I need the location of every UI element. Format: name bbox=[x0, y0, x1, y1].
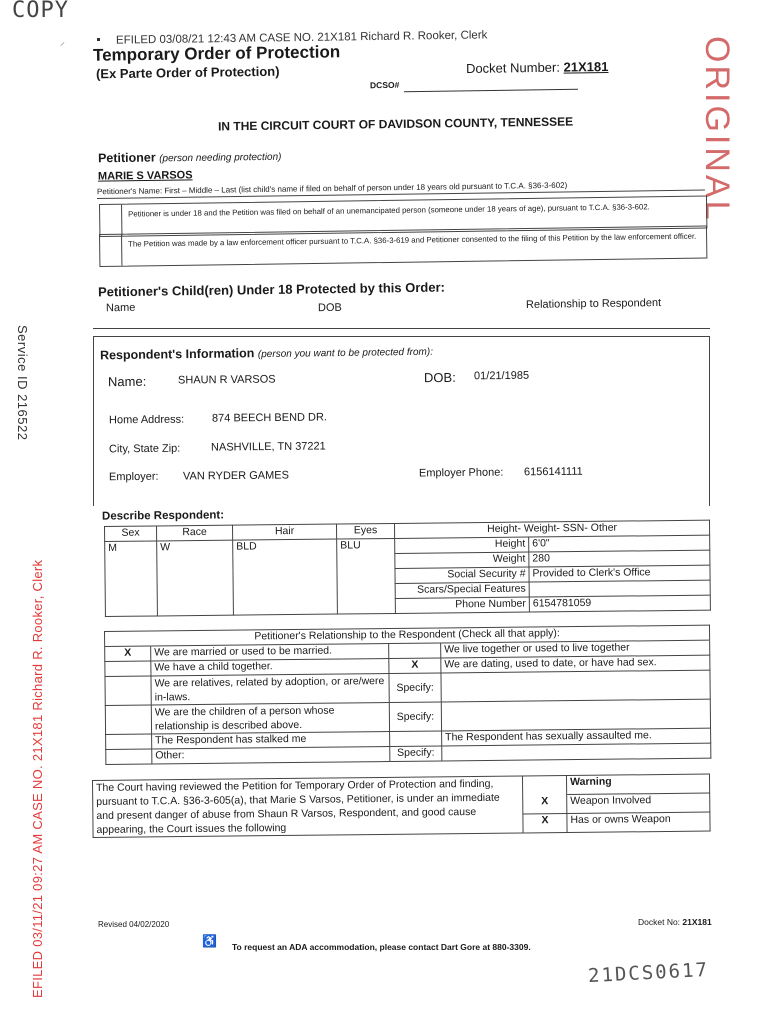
height-value: 6'0" bbox=[529, 535, 710, 552]
respondent-name: SHAUN R VARSOS bbox=[177, 373, 276, 387]
rel-check-live[interactable] bbox=[389, 643, 441, 659]
rel-check-relatives[interactable] bbox=[105, 676, 151, 705]
respondent-employer: VAN RYDER GAMES bbox=[182, 469, 290, 483]
warning-check-owns-weapon[interactable]: X bbox=[523, 814, 567, 833]
rel-check-stalked[interactable] bbox=[106, 734, 152, 749]
court-heading: IN THE CIRCUIT COURT OF DAVIDSON COUNTY, TENNESSEE bbox=[217, 114, 574, 134]
efiled-stamp: EFILED 03/08/21 12:43 AM CASE NO. 21X181 Richard R. Rooker, Clerk bbox=[115, 29, 488, 47]
copy-stamp: COPY bbox=[12, 0, 69, 23]
revised-date: Revised 04/02/2020 bbox=[98, 920, 170, 929]
petitioner-option-officer: The Petition was made by a law enforcement officer pursuant to T.C.A. §36-3-619 and Petitioner consented to the filing of this Petition by the law enforcement officer. bbox=[99, 226, 707, 267]
dcso-field[interactable] bbox=[404, 89, 578, 92]
rel-check-dating[interactable]: X bbox=[389, 658, 441, 674]
service-id: Service ID 216522 bbox=[15, 325, 30, 441]
rel-stalked: The Respondent has stalked me bbox=[152, 732, 390, 749]
header-eyes: Eyes bbox=[336, 523, 394, 539]
rel-specify-other-label: Specify: bbox=[390, 746, 442, 762]
children-divider bbox=[93, 328, 710, 334]
rel-specify-other[interactable] bbox=[442, 743, 711, 761]
respondent-name-label: Name: bbox=[107, 373, 147, 390]
address-label: Home Address: bbox=[108, 413, 185, 427]
ssn-value: Provided to Clerk's Office bbox=[529, 565, 710, 582]
warning-mark-blank bbox=[522, 776, 566, 795]
warning-check-weapon-involved[interactable]: X bbox=[523, 795, 567, 814]
describe-heading: Describe Respondent: bbox=[101, 509, 225, 523]
rel-relatives: We are relatives, related by adoption, or are/were in-laws. bbox=[151, 674, 389, 705]
phone-value: 6154781059 bbox=[529, 595, 710, 612]
children-heading: Petitioner's Child(ren) Under 18 Protected by this Order: bbox=[97, 279, 446, 300]
dcso-label: DCSO# bbox=[369, 79, 400, 91]
respondent-address: 874 BEECH BEND DR. bbox=[211, 411, 327, 425]
eyes-value: BLU bbox=[337, 538, 396, 614]
rel-assaulted: The Respondent has sexually assaulted me. bbox=[442, 728, 711, 746]
docket-number bbox=[466, 59, 609, 76]
employer-phone-label: Employer Phone: bbox=[418, 466, 504, 480]
rel-check-married[interactable]: X bbox=[105, 646, 151, 661]
rel-dating: We are dating, used to date, or have had sex. bbox=[441, 655, 710, 673]
header-sex: Sex bbox=[105, 526, 157, 542]
rel-specify-relatives[interactable] bbox=[441, 670, 710, 702]
header-hair: Hair bbox=[232, 524, 336, 540]
page-title: Temporary Order of Protection bbox=[92, 42, 341, 65]
rel-other: Other: bbox=[152, 747, 390, 764]
employer-label: Employer: bbox=[108, 470, 159, 484]
relationship-heading: Petitioner's Relationship to the Respondent (Check all that apply): bbox=[105, 625, 710, 646]
petitioner-option-minor: Petitioner is under 18 and the Petition was filed on behalf of an unemancipated person (someone under 18 years of age), pursuant to T.C.A. §36-3-602. bbox=[99, 196, 707, 237]
race-value: W bbox=[157, 540, 234, 616]
rel-check-child[interactable] bbox=[105, 661, 151, 676]
respondent-dob-label: DOB: bbox=[423, 369, 456, 386]
phone-label: Phone Number bbox=[395, 597, 529, 613]
original-stamp: ORIGINAL bbox=[698, 36, 736, 223]
rel-check-assaulted[interactable] bbox=[390, 731, 442, 747]
children-col-dob: DOB bbox=[317, 301, 342, 315]
sex-value: M bbox=[105, 541, 158, 617]
header-other: Height- Weight- SSN- Other bbox=[394, 520, 709, 538]
petitioner-name: MARIE S VARSOS bbox=[97, 169, 193, 183]
rel-child: We have a child together. bbox=[151, 659, 389, 676]
docket-label: Docket Number: bbox=[465, 59, 561, 76]
checkbox-officer[interactable] bbox=[100, 235, 122, 266]
docket-value: 21X181 bbox=[563, 59, 609, 75]
accessibility-icon: ♿ bbox=[202, 934, 217, 948]
children-col-relationship: Relationship to Respondent bbox=[525, 297, 662, 311]
weight-label: Weight bbox=[395, 552, 529, 568]
footer-docket-label: Docket No: bbox=[638, 917, 681, 927]
weight-value: 280 bbox=[529, 550, 710, 567]
header-race: Race bbox=[157, 525, 233, 541]
handwritten-number: 21DCS0617 bbox=[587, 958, 710, 988]
scars-label: Scars/Special Features bbox=[395, 582, 529, 598]
bullet-mark bbox=[97, 38, 100, 41]
warning-owns-weapon: Has or owns Weapon bbox=[567, 812, 710, 832]
warning-label: Warning bbox=[566, 774, 709, 794]
ada-notice: To request an ADA accommodation, please contact Dart Gore at 880-3309. bbox=[232, 942, 531, 952]
findings-text: The Court having reviewed the Petition for Temporary Order of Protection and finding, pursuant to T.C.A. §36-3-605(a), that Marie S Varsos, Petitioner, is under an immediate and present danger of abuse from Shaun R Varsos, Respondent, and good cause appearing, the Court issues the following bbox=[93, 776, 524, 837]
employer-phone: 6156141111 bbox=[523, 465, 583, 479]
findings-table bbox=[92, 774, 711, 838]
describe-table bbox=[104, 520, 711, 617]
footer-docket bbox=[638, 917, 712, 927]
height-label: Height bbox=[395, 537, 529, 553]
rel-children: We are the children of a person whose relationship is described above. bbox=[151, 703, 389, 734]
respondent-city: NASHVILLE, TN 37221 bbox=[210, 440, 326, 454]
warning-weapon-involved: Weapon Involved bbox=[567, 793, 710, 813]
ssn-label: Social Security # bbox=[395, 567, 529, 583]
city-label: City, State Zip: bbox=[108, 442, 181, 456]
side-efiled-stamp: EFILED 03/11/21 09:27 AM CASE NO. 21X181 Richard R. Rooker, Clerk bbox=[30, 559, 45, 998]
petitioner-heading: Petitioner (person needing protection) bbox=[97, 150, 282, 166]
hair-value: BLD bbox=[233, 539, 338, 615]
children-col-name: Name bbox=[105, 301, 136, 315]
page-subtitle: (Ex Parte Order of Protection) bbox=[95, 63, 280, 82]
pen-mark: ⸝ bbox=[60, 37, 65, 48]
checkbox-minor[interactable] bbox=[100, 205, 122, 236]
rel-specify-children-label: Specify: bbox=[389, 702, 441, 732]
rel-check-children[interactable] bbox=[105, 705, 151, 734]
petitioner-name-note: Petitioner's Name: First – Middle – Last (list child's name if filed on behalf of person under 18 years old pursuant to T.C.A. §36-3-602) bbox=[96, 180, 568, 197]
footer-docket-value: 21X181 bbox=[682, 917, 712, 927]
rel-live-together: We live together or used to live together bbox=[441, 640, 710, 658]
respondent-heading: Respondent's Information (person you want to be protected from): bbox=[99, 346, 434, 363]
relationship-table bbox=[104, 625, 711, 765]
rel-check-other[interactable] bbox=[106, 749, 152, 764]
rel-married: We are married or used to be married. bbox=[151, 644, 389, 661]
rel-specify-children[interactable] bbox=[441, 699, 710, 731]
respondent-dob: 01/21/1985 bbox=[473, 369, 530, 383]
rel-specify-relatives-label: Specify: bbox=[389, 673, 441, 703]
